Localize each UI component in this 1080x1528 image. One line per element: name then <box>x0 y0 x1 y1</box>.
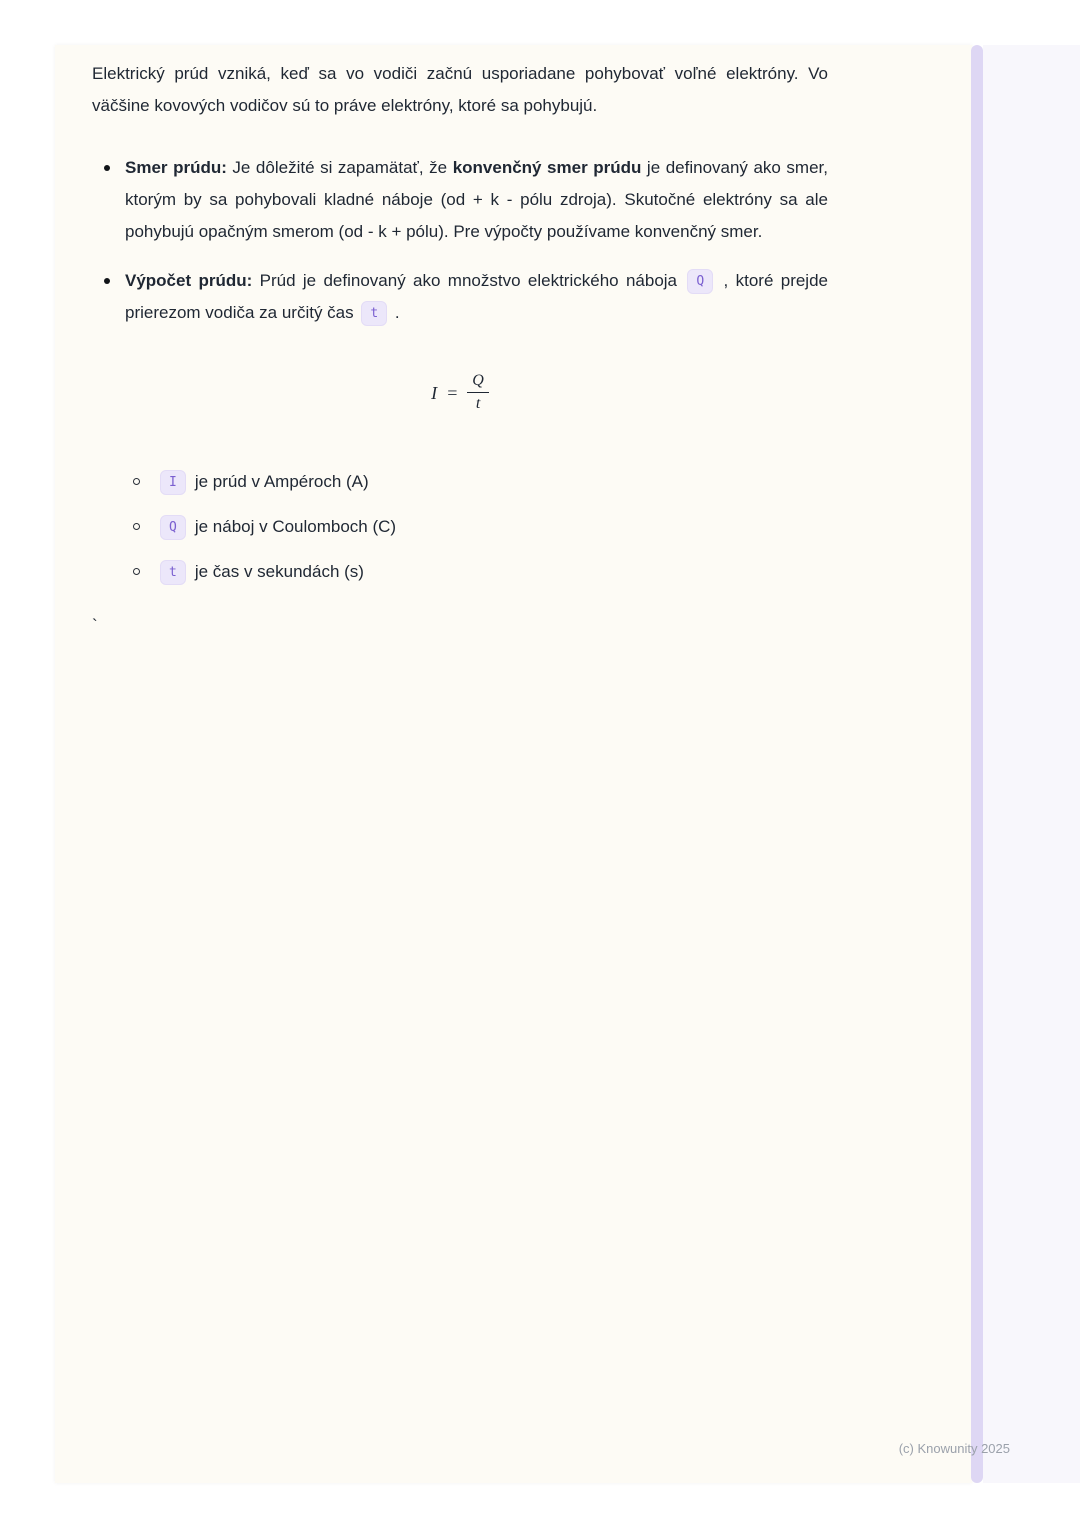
bullet-smer-prudu-bold-2: konvenčný smer prúdu <box>452 158 642 177</box>
variable-item-t-text: je čas v sekundách (s) <box>194 562 364 581</box>
bullet-smer-prudu-heading: Smer prúdu: <box>125 158 227 177</box>
inline-code-badge-Q2: Q <box>160 515 186 540</box>
formula-current <box>92 371 828 414</box>
stray-backtick: ` <box>92 616 98 635</box>
variable-item-Q <box>160 511 828 543</box>
variable-item-I-text: je prúd v Ampéroch (A) <box>194 472 369 491</box>
bullet-vypocet-prudu <box>125 265 828 329</box>
intro-paragraph: Elektrický prúd vzniká, keď sa vo vodiči začnú usporiadane pohybovať voľné elektróny. Vo väčšine kovových vodičov sú to práve elektróny, ktoré sa pohybujú. <box>92 64 828 115</box>
bullet-vypocet-prudu-text-3: . <box>390 303 400 322</box>
bullet-smer-prudu-text-1: Je dôležité si zapamätať, že <box>226 158 453 177</box>
variable-list <box>92 466 828 588</box>
formula-denominator: t <box>475 395 481 412</box>
scrollbar[interactable] <box>971 45 983 1483</box>
bullet-vypocet-prudu-text-2: , ktoré prejde prierezom vodiča za určitý čas <box>125 271 828 322</box>
variable-item-I <box>160 466 828 498</box>
right-gutter <box>983 45 1080 1483</box>
document-content <box>92 58 828 642</box>
variable-item-Q-text: je náboj v Coulomboch (C) <box>194 517 397 536</box>
formula-inner <box>431 371 489 414</box>
inline-code-badge-I: I <box>160 470 186 495</box>
formula-lhs: I <box>431 382 438 403</box>
copyright-footer: (c) Knowunity 2025 <box>898 1441 1010 1456</box>
formula-fraction <box>467 371 489 414</box>
bullet-vypocet-prudu-text-1: Prúd je definovaný ako množstvo elektrického náboja <box>252 271 685 290</box>
bullet-smer-prudu-text-2: je definovaný ako smer, ktorým by sa pohybovali kladné náboje (od + k - pólu zdroja). Skutočné elektróny sa ale pohybujú opačným smerom (od - k + pólu). Pre výpočty používame konvenčný smer. <box>125 158 828 241</box>
bullet-vypocet-prudu-heading: Výpočet prúdu: <box>125 271 253 290</box>
bullet-list <box>92 152 828 329</box>
variable-item-t <box>160 556 828 588</box>
inline-code-badge-t2: t <box>160 560 186 585</box>
formula-numerator: Q <box>467 371 489 393</box>
formula-equals: = <box>446 382 459 403</box>
bullet-smer-prudu <box>125 152 828 248</box>
inline-code-badge-Q: Q <box>687 269 713 294</box>
inline-code-badge-t: t <box>361 301 387 326</box>
document-page <box>55 45 972 1483</box>
